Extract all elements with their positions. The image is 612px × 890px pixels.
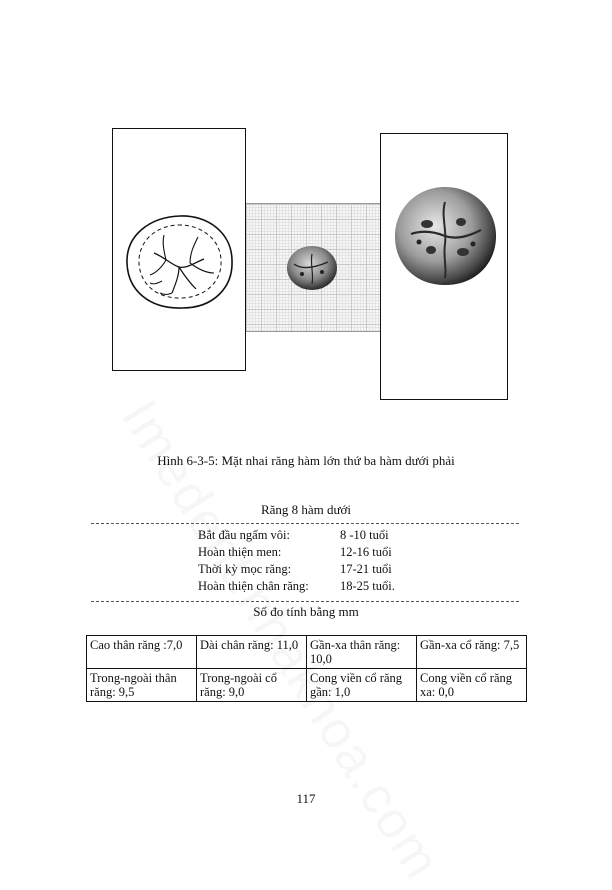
occlusal-photo-panel (380, 133, 508, 400)
grid-scale-panel (246, 203, 380, 332)
schedule-label: Hoàn thiện men: (198, 545, 282, 559)
occlusal-sketch-drawing (124, 213, 236, 311)
dashed-divider (91, 523, 519, 524)
measurements-title: Số đo tính bằng mm (253, 604, 359, 619)
large-tooth-photo (391, 184, 499, 289)
table-row (87, 636, 527, 669)
development-schedule (198, 527, 395, 595)
schedule-value: 8 -10 tuổi (340, 528, 389, 542)
table-cell: Dài chân răng: 11,0 (197, 636, 307, 669)
table-cell: Trong-ngoài cổ răng: 9,0 (197, 669, 307, 702)
table-cell: Trong-ngoài thân răng: 9,5 (87, 669, 197, 702)
schedule-label: Bắt đầu ngấm vôi: (198, 528, 290, 542)
schedule-value: 18-25 tuổi. (340, 579, 395, 593)
schedule-label: Thời kỳ mọc răng: (198, 562, 292, 576)
schedule-value: 17-21 tuổi (340, 562, 392, 576)
table-cell: Cong viền cổ răng xa: 0,0 (417, 669, 527, 702)
figure-caption: Hình 6-3-5: Mặt nhai răng hàm lớn thứ ba hàm dưới phải (157, 453, 455, 468)
section-title: Răng 8 hàm dưới (260, 502, 352, 517)
schedule-value: 12-16 tuổi (340, 545, 392, 559)
occlusal-sketch-panel (112, 128, 246, 371)
dashed-divider (91, 601, 519, 602)
schedule-row (198, 578, 395, 595)
schedule-row (198, 544, 395, 561)
table-row (87, 669, 527, 702)
schedule-row (198, 527, 395, 544)
tooth-figure (112, 128, 508, 400)
measurements-table (86, 635, 527, 702)
table-cell: Cao thân răng :7,0 (87, 636, 197, 669)
table-cell: Cong viền cổ răng gần: 1,0 (307, 669, 417, 702)
schedule-row (198, 561, 395, 578)
small-tooth-photo (284, 244, 340, 292)
page-number: 117 (296, 791, 316, 806)
schedule-label: Hoàn thiện chân răng: (198, 579, 309, 593)
table-cell: Gần-xa cổ răng: 7,5 (417, 636, 527, 669)
table-cell: Gần-xa thân răng: 10,0 (307, 636, 417, 669)
